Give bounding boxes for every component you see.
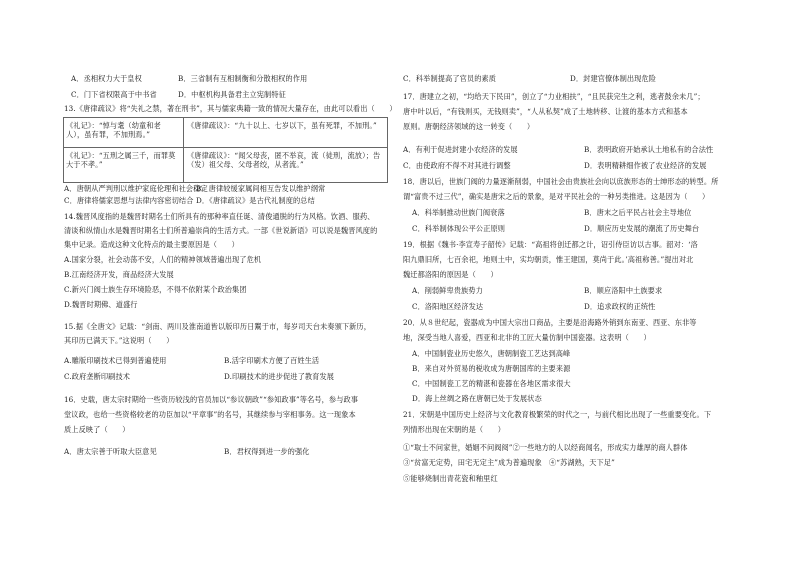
option-text: D.魏晋时期佛、道盛行	[64, 300, 138, 309]
question-18-stem: 谓“富贵不过三代”，确实是唐宋之后的景象，是对平民社会的一种另类推进。这是因为（ ）	[403, 192, 710, 201]
list-item: ⑤能够烧制出青花瓷和釉里红	[403, 474, 498, 483]
option-text: A．唐朝从严判刑以维护家庭伦理和社会稳定	[64, 184, 208, 193]
option-text: C．由使政府不得不对其进行调整	[403, 161, 511, 170]
option-text: A．削弱鲜卑贵族势力	[412, 286, 483, 295]
option-text: A.雕版印刷技术已得到普遍使用	[64, 356, 167, 365]
option-text: D．海上丝绸之路在唐朝已处于发展状态	[412, 394, 542, 403]
option-text: A．科举制推动世族门阀衰落	[412, 208, 505, 217]
question-18-stem: 18．唐以后，世族门阀的力量逐渐削弱，中国社会由贵族社会向以庶族形态的士绅形态的转型。所	[403, 177, 719, 186]
table-divider	[183, 117, 184, 182]
option-text: A.国家分裂，社会动荡不安，人们的精神领域普遍出现了危机	[64, 255, 262, 264]
question-13-stem: 13.《唐律疏议》将“失礼之禁，著在刑书”，其与儒家典籍一致的情况大量存在，由此可以看出（ ）	[64, 104, 397, 113]
option-text: C．唐律将儒家思想与法律内容密切结合	[64, 196, 194, 205]
list-item: ①“取士不问家世，婚姻不问阀阅”②一些地方的人以经商闻名，形成实力雄厚的商人群体	[403, 443, 688, 452]
table-cell: 《礼记》：“五刑之属三千，而罪莫大于不孝。”	[66, 151, 176, 169]
option-text: B．唐律较缓家属间相互告发以维护纲常	[196, 184, 326, 193]
option-text: D．封建官僚体制出现危险	[570, 74, 657, 83]
option-text: D.印刷技术的进步促进了教育发展	[224, 372, 335, 381]
option-text: B．来自对外贸易的税收成为唐朝国库的主要来源	[412, 364, 571, 373]
option-text: A．丞相权力大于皇权	[71, 74, 142, 83]
option-text: D．中枢机构具备君主立宪制特征	[178, 90, 286, 99]
option-text: B．表明政府开始承认土地私有的合法性	[584, 145, 714, 154]
question-15-stem: 15.据《全唐文》记载：“剑南、两川及淮南道皆以版印历日鬻于市，每岁司天台未奏颁下新历，	[64, 322, 372, 331]
question-21-stem: 21．宋朝是中国历史上经济与文化教育极繁荣的时代之一，与前代相比出现了一些重要变化。下	[403, 410, 712, 419]
option-text: A．唐太宗善于听取大臣意见	[64, 447, 157, 456]
option-text: B．君权得到进一步的强化	[224, 447, 310, 456]
question-16-stem: 质上反映了（ ）	[64, 425, 130, 434]
option-text: B.江南经济开发，商品经济大发展	[64, 270, 174, 279]
question-19-stem: 魏迁都洛阳的原因是（ ）	[403, 270, 498, 279]
option-text: D．表明精耕细作被了农业经济的发展	[584, 161, 707, 170]
question-14-stem: 清谈和纵情山水是魏晋时期名士们所普遍崇尚的生活方式。一部《世说新语》可以说是魏晋风度的	[64, 226, 378, 235]
option-text: B．三省制有互相制衡和分散相权的作用	[178, 74, 308, 83]
option-text: C．洛阳地区经济发达	[412, 302, 484, 311]
option-text: C.新兴门阀士族生存环境险恶，不得不依附某个政治集团	[64, 285, 247, 294]
question-17-stem: 原则。唐朝经济领域的这一转变（ ）	[403, 122, 535, 131]
option-text: B．唐末之后平民占社会主导地位	[584, 208, 692, 217]
option-text: D．顺应历史发展的潮流了历史舞台	[584, 224, 700, 233]
question-21-stem: 列情形出现在宋朝的是（ ）	[403, 425, 506, 434]
option-text: C.政府垄断印刷技术	[64, 372, 131, 381]
question-20-stem: 地，深受当地人喜爱，西亚和北非的工匠大量仿制中国瓷器。这表明（ ）	[403, 333, 651, 342]
table-divider	[63, 147, 387, 148]
question-19-stem: 阳九鼎旧所，七百余祀，地则土中，实均朝贡，惟王建国，莫尚于此。’高祖称善。”提出对北	[403, 255, 694, 264]
option-text: C．门下省权限高于中书省	[71, 90, 157, 99]
question-17-stem: 17．唐建立之初，“均给天下民田”，创立了“力业相扶”，“且民获完生之利，逃者鼓余未几”；	[403, 92, 705, 101]
question-20-stem: 20．从８世纪起，瓷器成为中国大宗出口商品，主要是沿海路外销到东南亚、西亚、东非等	[403, 318, 697, 327]
option-text: B.活字印刷术方便了百姓生活	[224, 356, 320, 365]
option-text: D．追求政权的正统性	[584, 302, 656, 311]
question-15-stem: 其印历已满天下。”这说明（ ）	[64, 336, 174, 345]
option-text: B．顺应洛阳中土族要求	[584, 286, 663, 295]
option-text: C．中国制瓷工艺的精湛和瓷器在各地区需求很大	[412, 379, 571, 388]
question-17-stem: 唐中叶以后，“有钱则买，无钱则卖”，“人从私契”成了土地转移、让渡的基本方式和基本	[403, 107, 688, 116]
question-16-stem: 16．史载，唐太宗时期给一些资历较浅的官员加以“参议朝政”“参知政事”等名号，参与政事	[64, 395, 359, 404]
option-text: C．科举制提高了官员的素质	[403, 74, 497, 83]
question-14-stem: 集中记录。造成这种文化特点的最主要原因是（ ）	[64, 240, 239, 249]
question-19-stem: 19．根据《魏书·李宣寿子韶传》记载：“高祖将创迁都之计，诏引侍臣访以古事。韶对：‘洛	[403, 240, 698, 249]
option-text: A．中国制瓷业历史悠久，唐朝制瓷工艺达到高峰	[412, 349, 571, 358]
option-text: C．科举制体现公平公正原则	[412, 224, 506, 233]
table-cell: 《唐律疏议》：“闻父母丧，匿不举哀，流（徒刑，流放）；告（发）祖父母、父母者绞，从者流。”	[187, 151, 381, 169]
option-text: A．有利于促进封建小农经济的发展	[403, 145, 518, 154]
table-cell: 《礼记》：“悼与耄（幼童和老人），虽有罪，不加刑焉。”	[66, 121, 161, 139]
question-16-stem: 堂议政，也给一些资格较老的功臣加以“平章事”的名号，其继续参与宰相事务。这一现象本	[64, 410, 356, 419]
table-cell: 《唐律疏议》：“九十以上、七岁以下，虽有死罪，不加刑。”	[187, 121, 377, 130]
option-text: D．《唐律疏议》是古代礼制度的总结	[196, 196, 315, 205]
list-item: ③“贫富无定势，田宅无定主”成为普遍现象 ④“苏湖熟，天下足”	[403, 458, 615, 467]
question-14-stem: 14.魏晋风度指的是魏晋时期名士们所具有的那种率直任诞、清俊通脱的行为风格。饮酒、服药、	[64, 212, 375, 221]
